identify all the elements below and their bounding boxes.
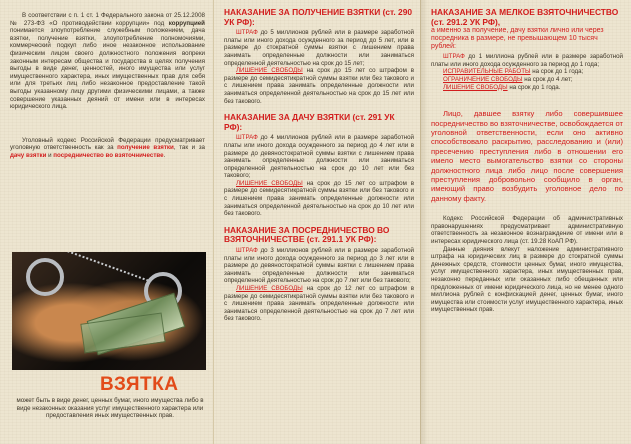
intro-text-c: понимается злоупотребление служебным положением, дача взятки, получение взятки, злоупотребление полномочиями, коммерческий подкуп либо иное незаконное использование физическим лицом своего должностного положения вопреки законным интересам общества и государства в целях получения выгоды в виде денег, ценностей, иного имущества или услуг имущественного характера, иных имущественных прав для себя или для третьих лиц либо незаконное предоставление такой выгоды указанному лицу другими физическими лицами, а также совершение указанных деяний от имени или в интересах юридического лица.: [10, 27, 205, 111]
petty-fine-label: ШТРАФ: [443, 53, 465, 61]
mediation-fine-label: ШТРАФ: [236, 247, 258, 255]
petty-prison-text: на срок до 1 года.: [507, 83, 561, 91]
mediation-fine: [224, 247, 414, 285]
bribe-definition: может быть в виде денег, ценных бумаг, иного имущества либо в виде незаконных оказания услуг имущественного характера или предоставления иных имущественных прав.: [16, 397, 204, 420]
exemption-notice: Лицо, давшее взятку либо совершившее посредничество во взяточничестве, освобождается от уголовной ответственности, если оно активно способствовало раскрытию, расследованию и (или) пресечению преступления либо в отношении его имело место вымогательство взятки со стороны должностного лица либо лицо после совершения преступления добровольно сообщило в орган, имеющий право возбудить уголовное дело по данному факту.: [431, 109, 623, 203]
right-column: [420, 0, 631, 444]
code-keyword-1: получение взятки: [117, 144, 174, 152]
corrective-work-text: на срок до 1 года;: [530, 68, 584, 76]
corrective-work-label: ИСПРАВИТЕЛЬНЫЕ РАБОТЫ: [443, 68, 531, 76]
section-title-mediation: НАКАЗАНИЕ ЗА ПОСРЕДНИЧЕСТВО ВО ВЗЯТОЧНИЧЕСТВЕ (ст. 291.1 УК РФ):: [224, 224, 390, 245]
giving-prison-text: на срок до 15 лет со штрафом в размере до семидесятикратной суммы взятки или без такового и с лишением права занимать определенные должности или заниматься определенной деятельностью на срок до 10 лет или без такового.: [224, 179, 414, 218]
petty-corrective-work: [431, 68, 623, 76]
section-title-giving: НАКАЗАНИЕ ЗА ДАЧУ ВЗЯТКИ (ст. 291 УК РФ):: [224, 112, 395, 132]
receiving-fine-text: до 5 миллионов рублей или в размере заработной платы или иного дохода осужденного за период до 5 лет, или в размере до стократной суммы взятки с лишением права занимать определенные должности или заниматься определенной деятельностью на срок до 15 лет;: [224, 29, 414, 67]
criminal-code-paragraph: [10, 137, 205, 160]
restriction-text: на срок до 4 лет;: [522, 75, 573, 83]
mediation-fine-text: до 3 миллионов рублей или в размере заработной платы или иного дохода осужденного за период до 3 лет или в размере до девяностократной суммы взятки с лишением права занимать определенные должности или заниматься определенной деятельностью на срок до 7 лет или без такового;: [224, 247, 414, 285]
receiving-prison: [224, 67, 414, 105]
restriction-label: ОГРАНИЧЕНИЕ СВОБОДЫ: [443, 75, 523, 83]
section-title-petty-bribery: НАКАЗАНИЕ ЗА МЕЛКОЕ ВЗЯТОЧНИЧЕСТВО (ст. 291.2 УК РФ),: [431, 7, 619, 27]
admin-fine-paragraph: Данные деяния влекут наложение административного штрафа на юридических лиц в размере до стократной суммы денежных средств, стоимости ценных бумаг, иного имущества, услуг имущественного характера, иных имущественных прав, незаконно переданных или оказанных либо обещанных или предложенных от имени юридического лица, но не менее одного миллиона рублей с конфискацией денег, ценных бумаг, иного имущества или стоимости услуг имущественного характера, иных имущественных прав.: [431, 245, 623, 314]
giving-fine-text: до 4 миллионов рублей или в размере заработной платы или иного дохода осужденного за период до 4 лет или в размере до девяностократной суммы взятки с лишением права занимать определенные должности или заниматься определенной деятельностью на срок до 10 лет или без такового;: [224, 134, 414, 180]
code-text-a: Уголовный кодекс Российской Федерации предусматривает уголовную ответственность как за: [10, 136, 205, 152]
giving-prison: [224, 180, 414, 218]
giving-prison-label: ЛИШЕНИЕ СВОБОДЫ: [236, 179, 303, 187]
admin-code-paragraph: Кодекс Российской Федерации об административных правонарушениях предусматривает административную ответственность за незаконное вознаграждение от имени или в интересах юридического лица (ст. 19.28 КоАП РФ).: [431, 215, 623, 245]
bribe-title: ВЗЯТКА: [100, 374, 179, 395]
giving-fine-label: ШТРАФ: [236, 134, 258, 142]
petty-restriction: [431, 76, 623, 84]
middle-column: [213, 0, 420, 444]
giving-fine: [224, 134, 414, 180]
mediation-prison-text: на срок до 12 лет со штрафом в размере до семидесятикратной суммы взятки или без такового и с лишением права занимать определенные должности или заниматься определенной деятельностью на срок до 7 лет или без такового.: [224, 285, 414, 323]
code-text-g: .: [163, 151, 166, 159]
code-text-e: и: [46, 151, 54, 159]
section-title-receiving: НАКАЗАНИЕ ЗА ПОЛУЧЕНИЕ ВЗЯТКИ (ст. 290 УК РФ):: [224, 7, 413, 27]
handcuff-left: [26, 258, 64, 296]
code-keyword-2: дачу взятки: [10, 151, 47, 159]
petty-prison-label: ЛИШЕНИЕ СВОБОДЫ: [443, 83, 508, 91]
receiving-fine: [224, 29, 414, 67]
petty-fine-text: до 1 миллиона рублей или в размере заработной платы или иного дохода осужденного за период до 1 года;: [431, 53, 623, 68]
mediation-prison-label: ЛИШЕНИЕ СВОБОДЫ: [236, 285, 303, 292]
mediation-prison: [224, 285, 414, 323]
handcuff-chain: [61, 252, 148, 287]
code-text-c: , так и за: [173, 144, 205, 152]
petty-bribery-subtitle: а именно за получение, дачу взятки лично или через посредника в размере, не превышающем 10 тысяч рублей:: [431, 27, 604, 51]
intro-keyword: коррупцией: [168, 19, 205, 27]
receiving-prison-text: на срок до 15 лет со штрафом в размере до семидесятикратной суммы взятки или без такового и с лишением права занимать определенные должности или заниматься определенной деятельностью на срок до 15 лет или без такового.: [224, 67, 414, 105]
petty-fine: [431, 53, 623, 68]
intro-text-a: В соответствии с п. 1 ст. 1 Федерального закона от 25.12.2008 № 273-ФЗ «О противодействии коррупции» под: [10, 12, 205, 27]
receiving-prison-label: ЛИШЕНИЕ СВОБОДЫ: [236, 67, 303, 75]
code-keyword-3: посредничество во взяточничестве: [53, 151, 164, 159]
handcuffs-money-photo: [12, 252, 206, 370]
petty-prison: [431, 84, 623, 92]
intro-paragraph: [10, 12, 205, 111]
receiving-fine-label: ШТРАФ: [236, 29, 258, 37]
